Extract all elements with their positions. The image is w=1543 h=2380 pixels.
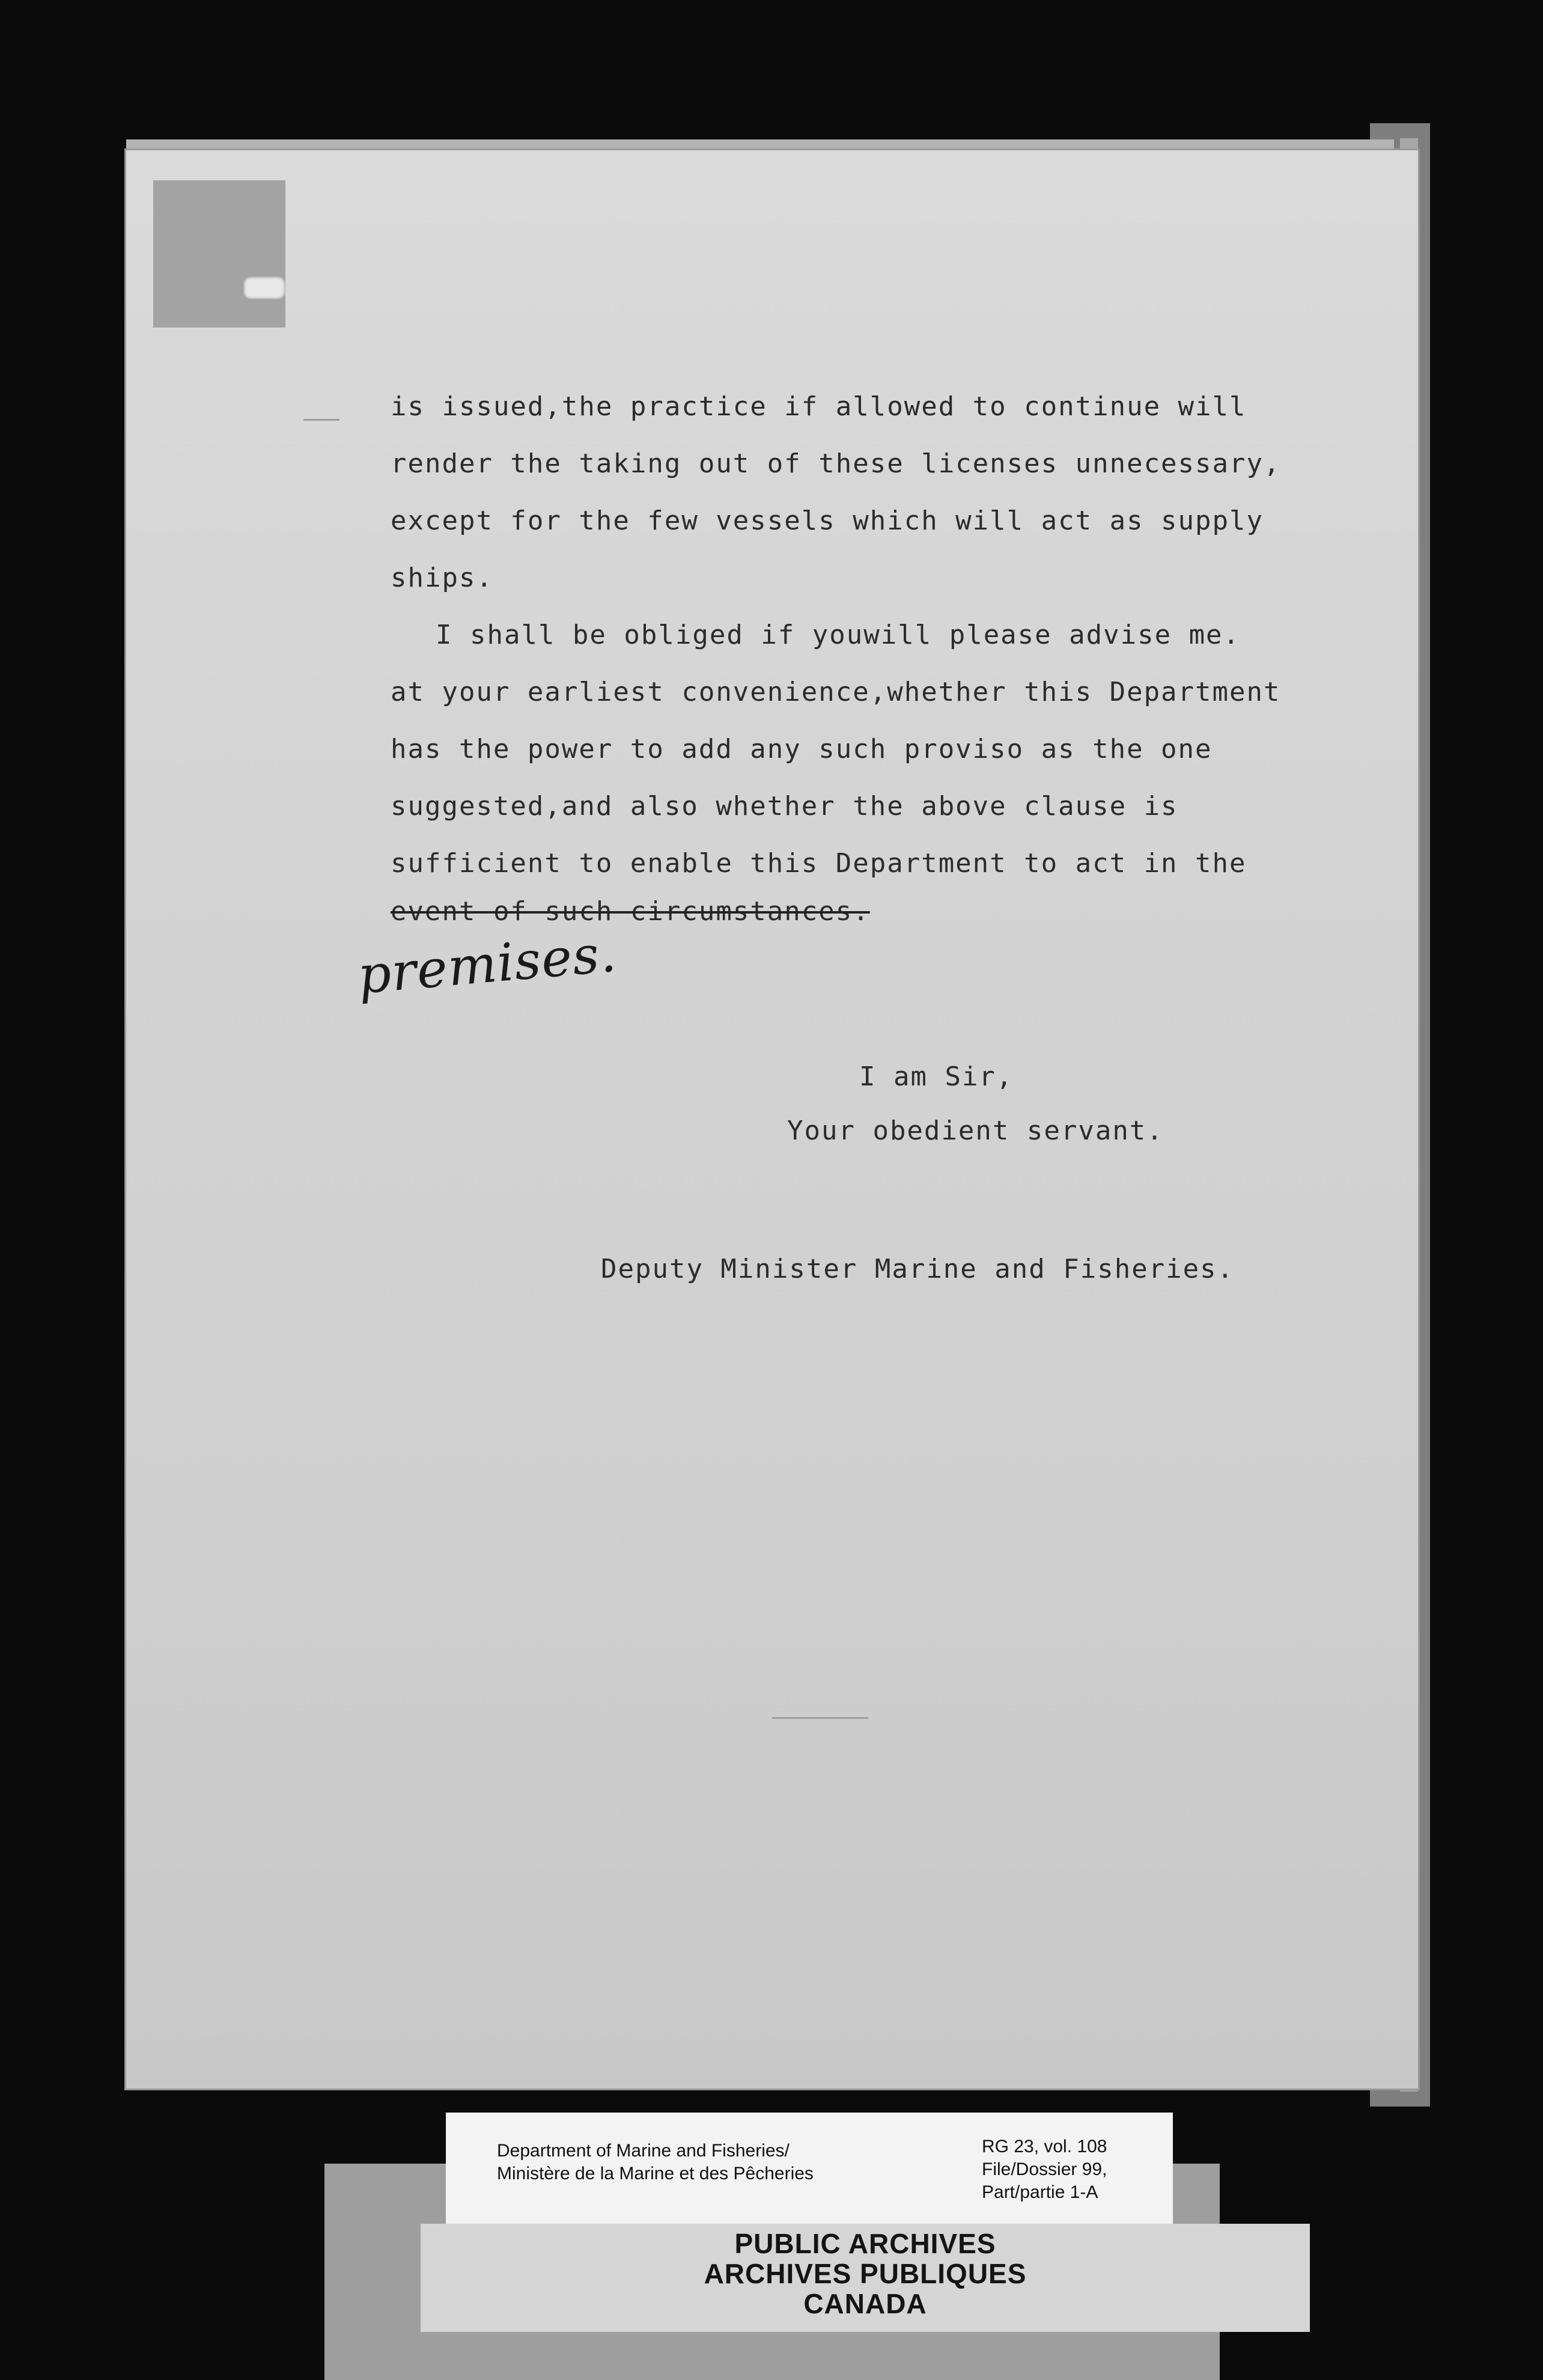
signature-title: Deputy Minister Marine and Fisheries. bbox=[601, 1254, 1235, 1284]
letter-line: I shall be obliged if youwill please advise me. bbox=[436, 620, 1241, 650]
letter-page bbox=[126, 150, 1418, 2089]
stamp-mark bbox=[243, 276, 285, 299]
corner-tab bbox=[153, 180, 285, 328]
closing-salutation: I am Sir, bbox=[859, 1061, 1014, 1092]
closing-servant: Your obedient servant. bbox=[787, 1115, 1164, 1146]
letter-line: render the taking out of these licenses unnecessary, bbox=[391, 448, 1281, 479]
struck-line: event of such circumstances. bbox=[391, 896, 870, 927]
archive-name-english: PUBLIC ARCHIVES bbox=[734, 2228, 996, 2259]
handwritten-correction: premises. bbox=[355, 923, 619, 1006]
department-english: Department of Marine and Fisheries/ bbox=[497, 2141, 790, 2161]
department-french: Ministère de la Marine et des Pêcheries bbox=[497, 2164, 814, 2183]
archive-name-french: ARCHIVES PUBLIQUES bbox=[704, 2258, 1027, 2289]
letter-line: is issued,the practice if allowed to continue will bbox=[391, 391, 1247, 422]
reference-part: Part/partie 1-A bbox=[982, 2182, 1098, 2202]
reference-volume: RG 23, vol. 108 bbox=[982, 2137, 1107, 2156]
letter-line: has the power to add any such proviso as the one bbox=[391, 734, 1213, 764]
margin-mark bbox=[303, 419, 339, 421]
archive-country: CANADA bbox=[803, 2288, 927, 2319]
letter-line: sufficient to enable this Department to act in the bbox=[391, 848, 1247, 879]
letter-line: ships. bbox=[391, 563, 493, 593]
archive-reference-card bbox=[446, 2113, 1173, 2224]
letter-line: suggested,and also whether the above clause is bbox=[391, 791, 1178, 822]
letter-line: except for the few vessels which will act as supply bbox=[391, 505, 1264, 536]
archive-name-band bbox=[421, 2224, 1310, 2332]
reference-file: File/Dossier 99, bbox=[982, 2159, 1107, 2179]
letter-line: at your earliest convenience,whether this Department bbox=[391, 677, 1281, 707]
margin-mark bbox=[772, 1717, 868, 1719]
